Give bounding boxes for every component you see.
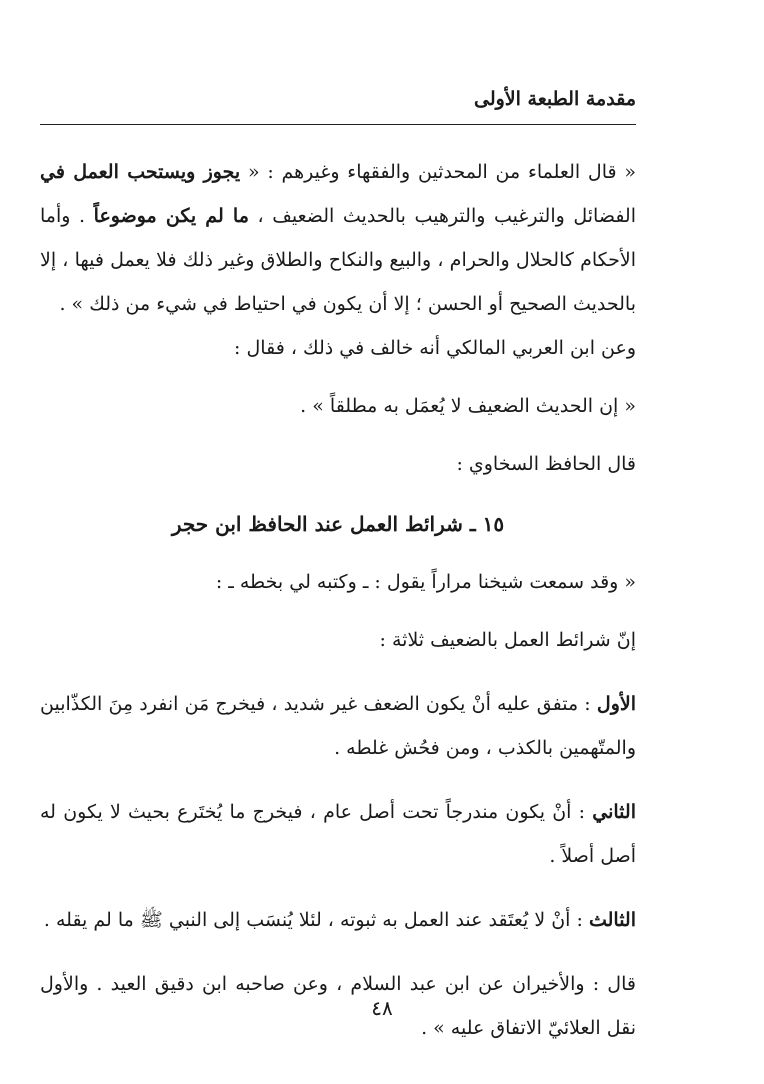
p1-bold-b: ما لم يكن موضوعاً [93,205,249,227]
paragraph-condition-second [40,790,636,878]
condition-second-text: : أنْ يكون مندرجاً تحت أصل عام ، فيخرج ما يُختَرع بحيث لا يكون له أصل أصلاً . [40,801,636,867]
condition-first-label: الأول [596,693,636,715]
header-rule [40,124,636,125]
running-header: مقدمة الطبعة الأولى [473,88,636,110]
paragraph-condition-first [40,682,636,770]
condition-third-text: : أنْ لا يُعتَقد عند العمل به ثبوته ، لئلا يُنسَب إلى النبي ﷺ ما لم يقله . [43,909,583,931]
p1-text-a: « قال العلماء من المحدثين والفقهاء وغيرهم : « [247,161,637,183]
paragraph-weak-hadith-quote: « إن الحديث الضعيف لا يُعمَل به مطلقاً » . [300,395,636,417]
condition-third-label: الثالث [588,909,636,931]
page-number: ٤٨ [371,996,393,1020]
p1-bold-a: يجوز ويستحب العمل في [40,161,241,183]
section-heading: ١٥ ـ شرائط العمل عند الحافظ ابن حجر [171,512,505,536]
paragraph-sakhawi: قال الحافظ السخاوي : [456,453,636,475]
p1-text-e: . وأما الأحكام كالحلال والحرام ، والبيع والنكاح والطلاق وغير ذلك فلا يعمل فيها ، إلا بالحديث الصحيح أو الحسن ؛ إلا أن يكون في احتياط في شيء من ذلك » . [40,205,636,315]
paragraph-closing: قال : والأخيران عن ابن عبد السلام ، وعن صاحبه ابن دقيق العيد . والأول نقل العلائيّ الاتفاق عليه » . [40,973,636,1039]
paragraph-shaykh-saying: « وقد سمعت شيخنا مراراً يقول : ـ وكتبه لي بخطه ـ : [215,571,636,593]
page-body [40,150,636,1050]
paragraph-ibn-arabi: وعن ابن العربي المالكي أنه خالف في ذلك ، فقال : [234,337,636,359]
p1-text-c: الفضائل والترغيب والترهيب بالحديث الضعيف ، [257,205,636,227]
paragraph-conditions-intro: إنّ شرائط العمل بالضعيف ثلاثة : [379,629,636,651]
condition-second-label: الثاني [592,801,636,823]
paragraph-condition-third [40,898,636,942]
paragraph-scholars-quote [40,150,636,326]
condition-first-text: : متفق عليه أنْ يكون الضعف غير شديد ، فيخرج مَن انفرد مِنَ الكذّابين والمتّهمين بالكذب ، ومن فحُش غلطه . [40,693,636,759]
